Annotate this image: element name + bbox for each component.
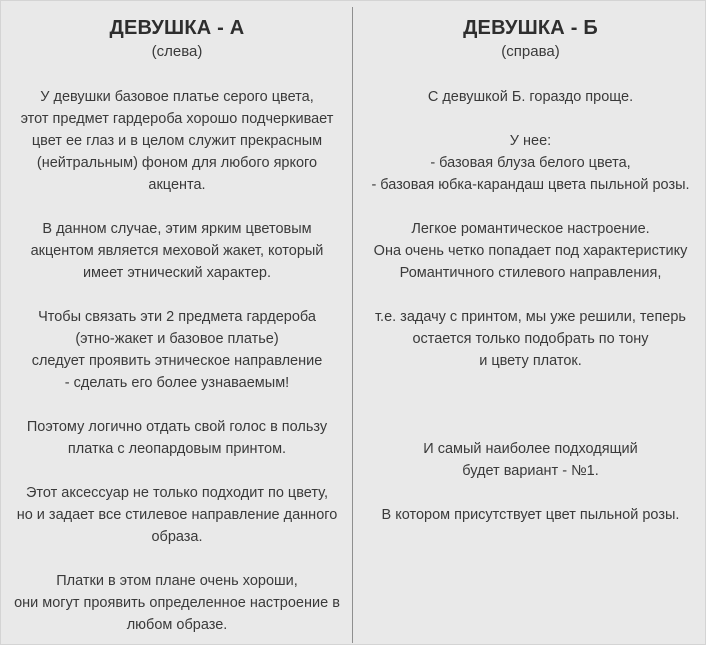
text-line: имеет этнический характер. <box>82 265 272 281</box>
paragraph <box>354 438 706 482</box>
column-subtitle: (слева) <box>151 43 203 60</box>
text-line: этот предмет гардероба хорошо подчеркивает <box>20 111 334 127</box>
column-girl-b <box>354 1 706 646</box>
text-line: акцента. <box>148 177 206 193</box>
column-girl-a <box>1 1 353 646</box>
column-body <box>1 86 353 636</box>
text-line: цвет ее глаз и в целом служит прекрасным <box>31 133 323 149</box>
column-body <box>354 86 706 526</box>
text-line: но и задает все стилевое направление данного <box>16 507 338 523</box>
paragraph <box>354 504 706 526</box>
text-line: будет вариант - №1. <box>462 463 599 479</box>
paragraph <box>1 86 353 196</box>
text-line: Она очень четко попадает под характеристику <box>373 243 688 259</box>
text-line: остается только подобрать по тону <box>412 331 649 347</box>
paragraph <box>354 130 706 196</box>
column-title: ДЕВУШКА - Б <box>463 17 598 39</box>
text-line: В котором присутствует цвет пыльной розы. <box>381 507 680 523</box>
paragraph <box>1 482 353 548</box>
column-title: ДЕВУШКА - А <box>109 17 245 39</box>
column-subtitle: (справа) <box>501 43 560 60</box>
text-line: - базовая юбка-карандаш цвета пыльной розы. <box>371 177 690 193</box>
text-line: образа. <box>151 529 203 545</box>
text-line: т.е. задачу с принтом, мы уже решили, теперь <box>375 309 686 325</box>
text-line: У нее: <box>509 133 552 149</box>
text-line: У девушки базовое платье серого цвета, <box>40 89 314 105</box>
text-line: - базовая блуза белого цвета, <box>430 155 631 171</box>
text-line: Романтичного стилевого направления, <box>399 265 662 281</box>
text-line: и цвету платок. <box>479 353 582 369</box>
paragraph <box>354 218 706 284</box>
text-line: платка с леопардовым принтом. <box>67 441 287 457</box>
text-line: они могут проявить определенное настроение в <box>14 595 340 611</box>
text-line: Платки в этом плане очень хороши, <box>56 573 298 589</box>
text-line: С девушкой Б. гораздо проще. <box>427 89 634 105</box>
text-line: следует проявить этническое направление <box>31 353 323 369</box>
text-line: любом образе. <box>126 617 228 633</box>
text-line: (нейтральным) фоном для любого яркого <box>36 155 318 171</box>
text-line: акцентом является меховой жакет, который <box>30 243 324 259</box>
paragraph <box>1 416 353 460</box>
text-line: Поэтому логично отдать свой голос в пользу <box>26 419 328 435</box>
text-line: В данном случае, этим ярким цветовым <box>42 221 312 237</box>
text-line: Этот аксессуар не только подходит по цвету, <box>25 485 328 501</box>
paragraph <box>1 306 353 394</box>
text-line: (этно-жакет и базовое платье) <box>75 331 279 347</box>
column-divider <box>352 7 353 643</box>
text-line: - сделать его более узнаваемым! <box>64 375 290 391</box>
text-line <box>354 394 706 416</box>
paragraph <box>1 218 353 284</box>
paragraph <box>354 86 706 108</box>
paragraph <box>354 306 706 372</box>
text-line: И самый наиболее подходящий <box>423 441 638 457</box>
text-line: Чтобы связать эти 2 предмета гардероба <box>38 309 316 325</box>
paragraph <box>354 394 706 416</box>
text-line: Легкое романтическое настроение. <box>411 221 650 237</box>
paragraph <box>1 570 353 636</box>
